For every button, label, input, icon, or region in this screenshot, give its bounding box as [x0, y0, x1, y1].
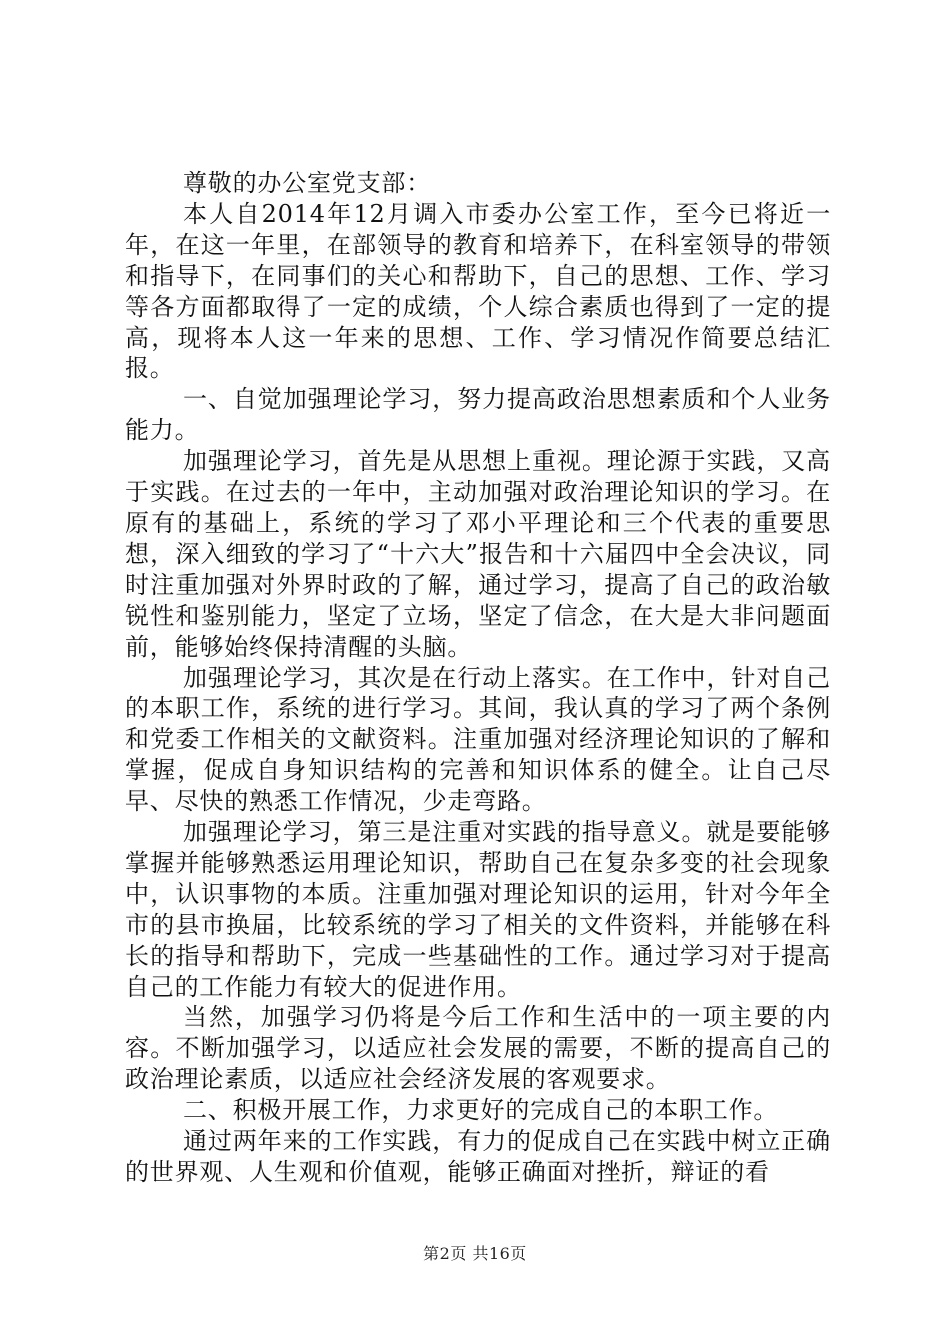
paragraph-theory-second: 加强理论学习，其次是在行动上落实。在工作中，针对自己的本职工作，系统的进行学习。其间，我认真的学习了两个条例和党委工作相关的文献资料。注重加强对经济理论知识的了解和掌握，促成自身知识结构的完善和知识体系的健全。让自己尽早、尽快的熟悉工作情况，少走弯路。 [125, 663, 831, 816]
salutation: 尊敬的办公室党支部： [183, 169, 431, 197]
paragraph-theory-first: 加强理论学习，首先是从思想上重视。理论源于实践，又高于实践。在过去的一年中，主动加强对政治理论知识的学习。在原有的基础上，系统的学习了邓小平理论和三个代表的重要思想，深入细致的学习了“十六大”报告和十六届四中全会决议，同时注重加强对外界时政的了解，通过学习，提高了自己的政治敏锐性和鉴别能力，坚定了立场，坚定了信念，在大是大非问题面前，能够始终保持清醒的头脑。 [125, 447, 831, 661]
section-heading-2: 二、积极开展工作，力求更好的完成自己的本职工作。 [183, 1096, 779, 1125]
paragraph-continued-study: 当然，加强学习仍将是今后工作和生活中的一项主要的内容。不断加强学习，以适应社会发展的需要，不断的提高自己的政治理论素质，以适应社会经济发展的客观要求。 [125, 1003, 831, 1094]
paragraph-intro: 本人自2014年12月调入市委办公室工作，至今已将近一年，在这一年里，在部领导的教育和培养下，在科室领导的带领和指导下，在同事们的关心和帮助下，自己的思想、工作、学习等各方面都取得了一定的成绩，个人综合素质也得到了一定的提高，现将本人这一年来的思想、工作、学习情况作简要总结汇报。 [125, 199, 831, 383]
paragraph-theory-third: 加强理论学习，第三是注重对实践的指导意义。就是要能够掌握并能够熟悉运用理论知识，帮助自己在复杂多变的社会现象中，认识事物的本质。注重加强对理论知识的运用，针对今年全市的县市换届，比较系统的学习了相关的文件资料，并能够在科长的指导和帮助下，完成一些基础性的工作。通过学习对于提高自己的工作能力有较大的促进作用。 [125, 818, 831, 1001]
document-body [125, 168, 831, 1188]
paragraph-work-practice: 通过两年来的工作实践，有力的促成自己在实践中树立正确的世界观、人生观和价值观，能够正确面对挫折，辩证的看 [125, 1127, 831, 1186]
section-heading-1: 一、自觉加强理论学习，努力提高政治思想素质和个人业务能力。 [125, 385, 831, 445]
page-number-footer: 第2页 共16页 [423, 1244, 527, 1263]
